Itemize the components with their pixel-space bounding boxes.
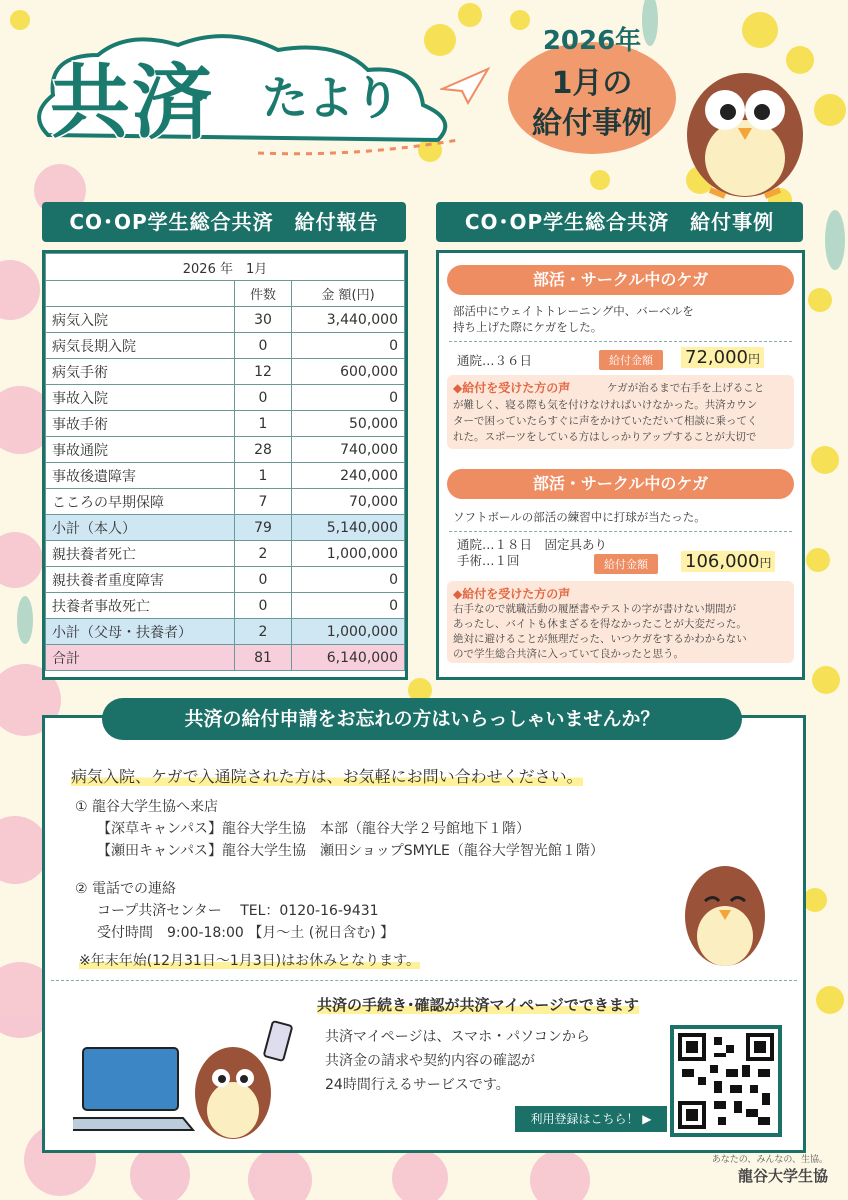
row-amount: 70,000: [292, 489, 405, 515]
divider: [449, 531, 792, 532]
table-row: [46, 541, 405, 567]
owl-mascot-icon: [670, 40, 820, 200]
row-label: 親扶養者死亡: [46, 541, 235, 567]
notice-heading: 共済の給付申請をお忘れの方はいらっしゃいませんか？: [102, 698, 742, 740]
badge-year: 2026年: [542, 26, 642, 56]
divider: [51, 980, 797, 981]
case2-amount: [681, 551, 775, 572]
column-header-amount: 金 額(円): [292, 281, 405, 307]
badge-month: 1月の: [551, 66, 633, 101]
notice-hours: 受付時間 9:00-18:00 【月～土 (祝日含む) 】: [97, 925, 395, 941]
case1-voice-2: が難しく、寝る際も気を付けなければいけなかった。共済カウン: [453, 399, 758, 411]
row-label: 事故後遺障害: [46, 463, 235, 489]
examples-heading: CO･OP学生総合共済 給付事例: [436, 202, 803, 242]
table-row: [46, 489, 405, 515]
row-amount: 50,000: [292, 411, 405, 437]
case1-amount-label: 給付金額: [599, 350, 663, 370]
case2-amount-value: 106,000: [685, 551, 760, 572]
owl-with-laptop-icon: [73, 1018, 298, 1143]
case2-voice-2: あったし、バイトも休まざるを得なかったことが大変だった。: [453, 618, 747, 630]
mypage-title: [317, 994, 639, 1015]
case1-voice: [447, 375, 794, 449]
row-count: 12: [235, 359, 292, 385]
row-label: 事故通院: [46, 437, 235, 463]
row-count: 79: [235, 515, 292, 541]
newsletter-title: 共済: [50, 56, 214, 149]
case2-benefit-1: 通院…１８日 固定具あり: [457, 537, 608, 552]
table-row: [46, 437, 405, 463]
case2-amount-label: 給付金額: [594, 554, 658, 574]
row-count: 1: [235, 463, 292, 489]
case2-voice-1: 右手なので就職活動の履歴書やテストの字が書けない期間が: [453, 603, 737, 615]
row-count: 30: [235, 307, 292, 333]
owl-bowing-icon: [675, 846, 775, 976]
report-heading: CO･OP学生総合共済 給付報告: [42, 202, 406, 242]
row-amount: 0: [292, 333, 405, 359]
row-count: 28: [235, 437, 292, 463]
row-label: 病気長期入院: [46, 333, 235, 359]
row-amount: 1,000,000: [292, 619, 405, 645]
qr-pattern: [678, 1033, 774, 1129]
yen-unit: 円: [759, 556, 772, 570]
notice-phone: コープ共済センター TEL：0120-16-9431: [97, 903, 379, 919]
case2-voice-3: 絶対に避けることが無理だった、いつケガをするかわからない: [453, 633, 747, 645]
mypage-title-text: 共済の手続き･確認が共済マイページでできます: [317, 996, 639, 1014]
row-label: 親扶養者重度障害: [46, 567, 235, 593]
row-amount: 600,000: [292, 359, 405, 385]
row-label: 病気手術: [46, 359, 235, 385]
row-amount: 3,440,000: [292, 307, 405, 333]
paper-plane-icon: [440, 65, 490, 105]
notice-item1-b: 【瀬田キャンパス】龍谷大学生協 瀬田ショップSMYLE（龍谷大学智光館１階）: [97, 843, 604, 859]
row-label: こころの早期保障: [46, 489, 235, 515]
case1-amount: [681, 347, 764, 368]
row-amount: 5,140,000: [292, 515, 405, 541]
case1-amount-value: 72,000: [685, 347, 748, 368]
case1-voice-1: ケガが治るまで右手を上げること: [607, 382, 765, 394]
row-label: 扶養者事故死亡: [46, 593, 235, 619]
case2-desc-1: ソフトボールの部活の練習中に打球が当たった。: [453, 510, 706, 524]
table-row: [46, 411, 405, 437]
case1-title: 部活・サークル中のケガ: [447, 265, 794, 295]
row-count: 0: [235, 385, 292, 411]
case1-voice-title: ◆給付を受けた方の声: [453, 381, 571, 395]
subtotal-row-self: [46, 515, 405, 541]
row-amount: 740,000: [292, 437, 405, 463]
table-row: [46, 333, 405, 359]
case2-voice-4: ので学生総合共済に入っていて良かったと思う。: [453, 648, 684, 660]
table-row: [46, 385, 405, 411]
notice-item1-a: 【深草キャンパス】龍谷大学生協 本部（龍谷大学２号館地下１階）: [97, 821, 531, 837]
yen-unit: 円: [747, 352, 760, 366]
row-amount: 0: [292, 385, 405, 411]
row-count: 1: [235, 411, 292, 437]
case1-benefit: 通院…３６日: [457, 353, 533, 368]
notice-holiday: [79, 950, 420, 970]
mypage-text-1: 共済マイページは、スマホ・パソコンから: [325, 1029, 590, 1045]
mypage-text-3: 24時間行えるサービスです。: [325, 1077, 510, 1093]
table-row: [46, 463, 405, 489]
case2-benefit-2: 手術…１回: [457, 553, 520, 568]
newsletter-subtitle: たより: [262, 71, 400, 125]
row-count: 0: [235, 593, 292, 619]
table-row: [46, 593, 405, 619]
case2-voice-title: ◆給付を受けた方の声: [453, 587, 571, 601]
row-amount: 0: [292, 593, 405, 619]
case1-voice-4: れた。スポーツをしている方はしっかりアップすることが大切で: [453, 431, 757, 443]
application-notice: [42, 715, 806, 1153]
table-row: [46, 307, 405, 333]
table-row: [46, 567, 405, 593]
benefit-examples: [436, 250, 805, 680]
mypage-text-2: 共済金の請求や契約内容の確認が: [325, 1053, 535, 1069]
badge-label: 給付事例: [532, 106, 652, 141]
logo-tagline: あなたの、みんなの、生協。: [711, 1155, 828, 1165]
case2-voice: [447, 581, 794, 663]
case1-desc-2: 持ち上げた際にケガをした。: [453, 320, 603, 334]
row-count: 0: [235, 333, 292, 359]
row-count: 2: [235, 541, 292, 567]
notice-item2: ② 電話での連絡: [75, 881, 177, 897]
register-button[interactable]: 利用登録はこちら！ ▶: [515, 1106, 667, 1132]
notice-item1: ① 龍谷大学生協へ来店: [75, 799, 219, 815]
row-count: 2: [235, 619, 292, 645]
row-amount: 6,140,000: [292, 645, 405, 671]
row-label: 小計（本人）: [46, 515, 235, 541]
row-label: 事故手術: [46, 411, 235, 437]
row-count: 0: [235, 567, 292, 593]
row-label: 事故入院: [46, 385, 235, 411]
row-count: 81: [235, 645, 292, 671]
row-label: 病気入院: [46, 307, 235, 333]
row-label: 小計（父母・扶養者）: [46, 619, 235, 645]
row-count: 7: [235, 489, 292, 515]
table-row: [46, 359, 405, 385]
subtotal-row-parents: [46, 619, 405, 645]
qr-code-icon[interactable]: [670, 1025, 782, 1137]
header-empty: [46, 281, 235, 307]
row-amount: 1,000,000: [292, 541, 405, 567]
notice-lead: [71, 764, 583, 787]
row-amount: 0: [292, 567, 405, 593]
report-month: 2026 年 1月: [46, 254, 405, 281]
notice-holiday-text: ※年末年始(12月31日～1月3日)はお休みとなります。: [79, 953, 420, 969]
case2-title: 部活・サークル中のケガ: [447, 469, 794, 499]
issue-badge: [508, 26, 676, 154]
coop-logo: [712, 1152, 828, 1186]
column-header-count: 件数: [235, 281, 292, 307]
case1-voice-3: ターで困っていたらすぐに声をかけていただいて相談に乗ってく: [453, 415, 758, 427]
notice-lead-text: 病気入院、ケガで入通院された方は、お気軽にお問い合わせください。: [71, 767, 583, 786]
logo-org-name: 龍谷大学生協: [737, 1167, 828, 1185]
row-amount: 240,000: [292, 463, 405, 489]
total-row: [46, 645, 405, 671]
benefit-report-table: [42, 250, 408, 680]
row-label: 合計: [46, 645, 235, 671]
divider: [449, 341, 792, 342]
case1-desc-1: 部活中にウェイトトレーニング中、バーベルを: [453, 304, 694, 318]
